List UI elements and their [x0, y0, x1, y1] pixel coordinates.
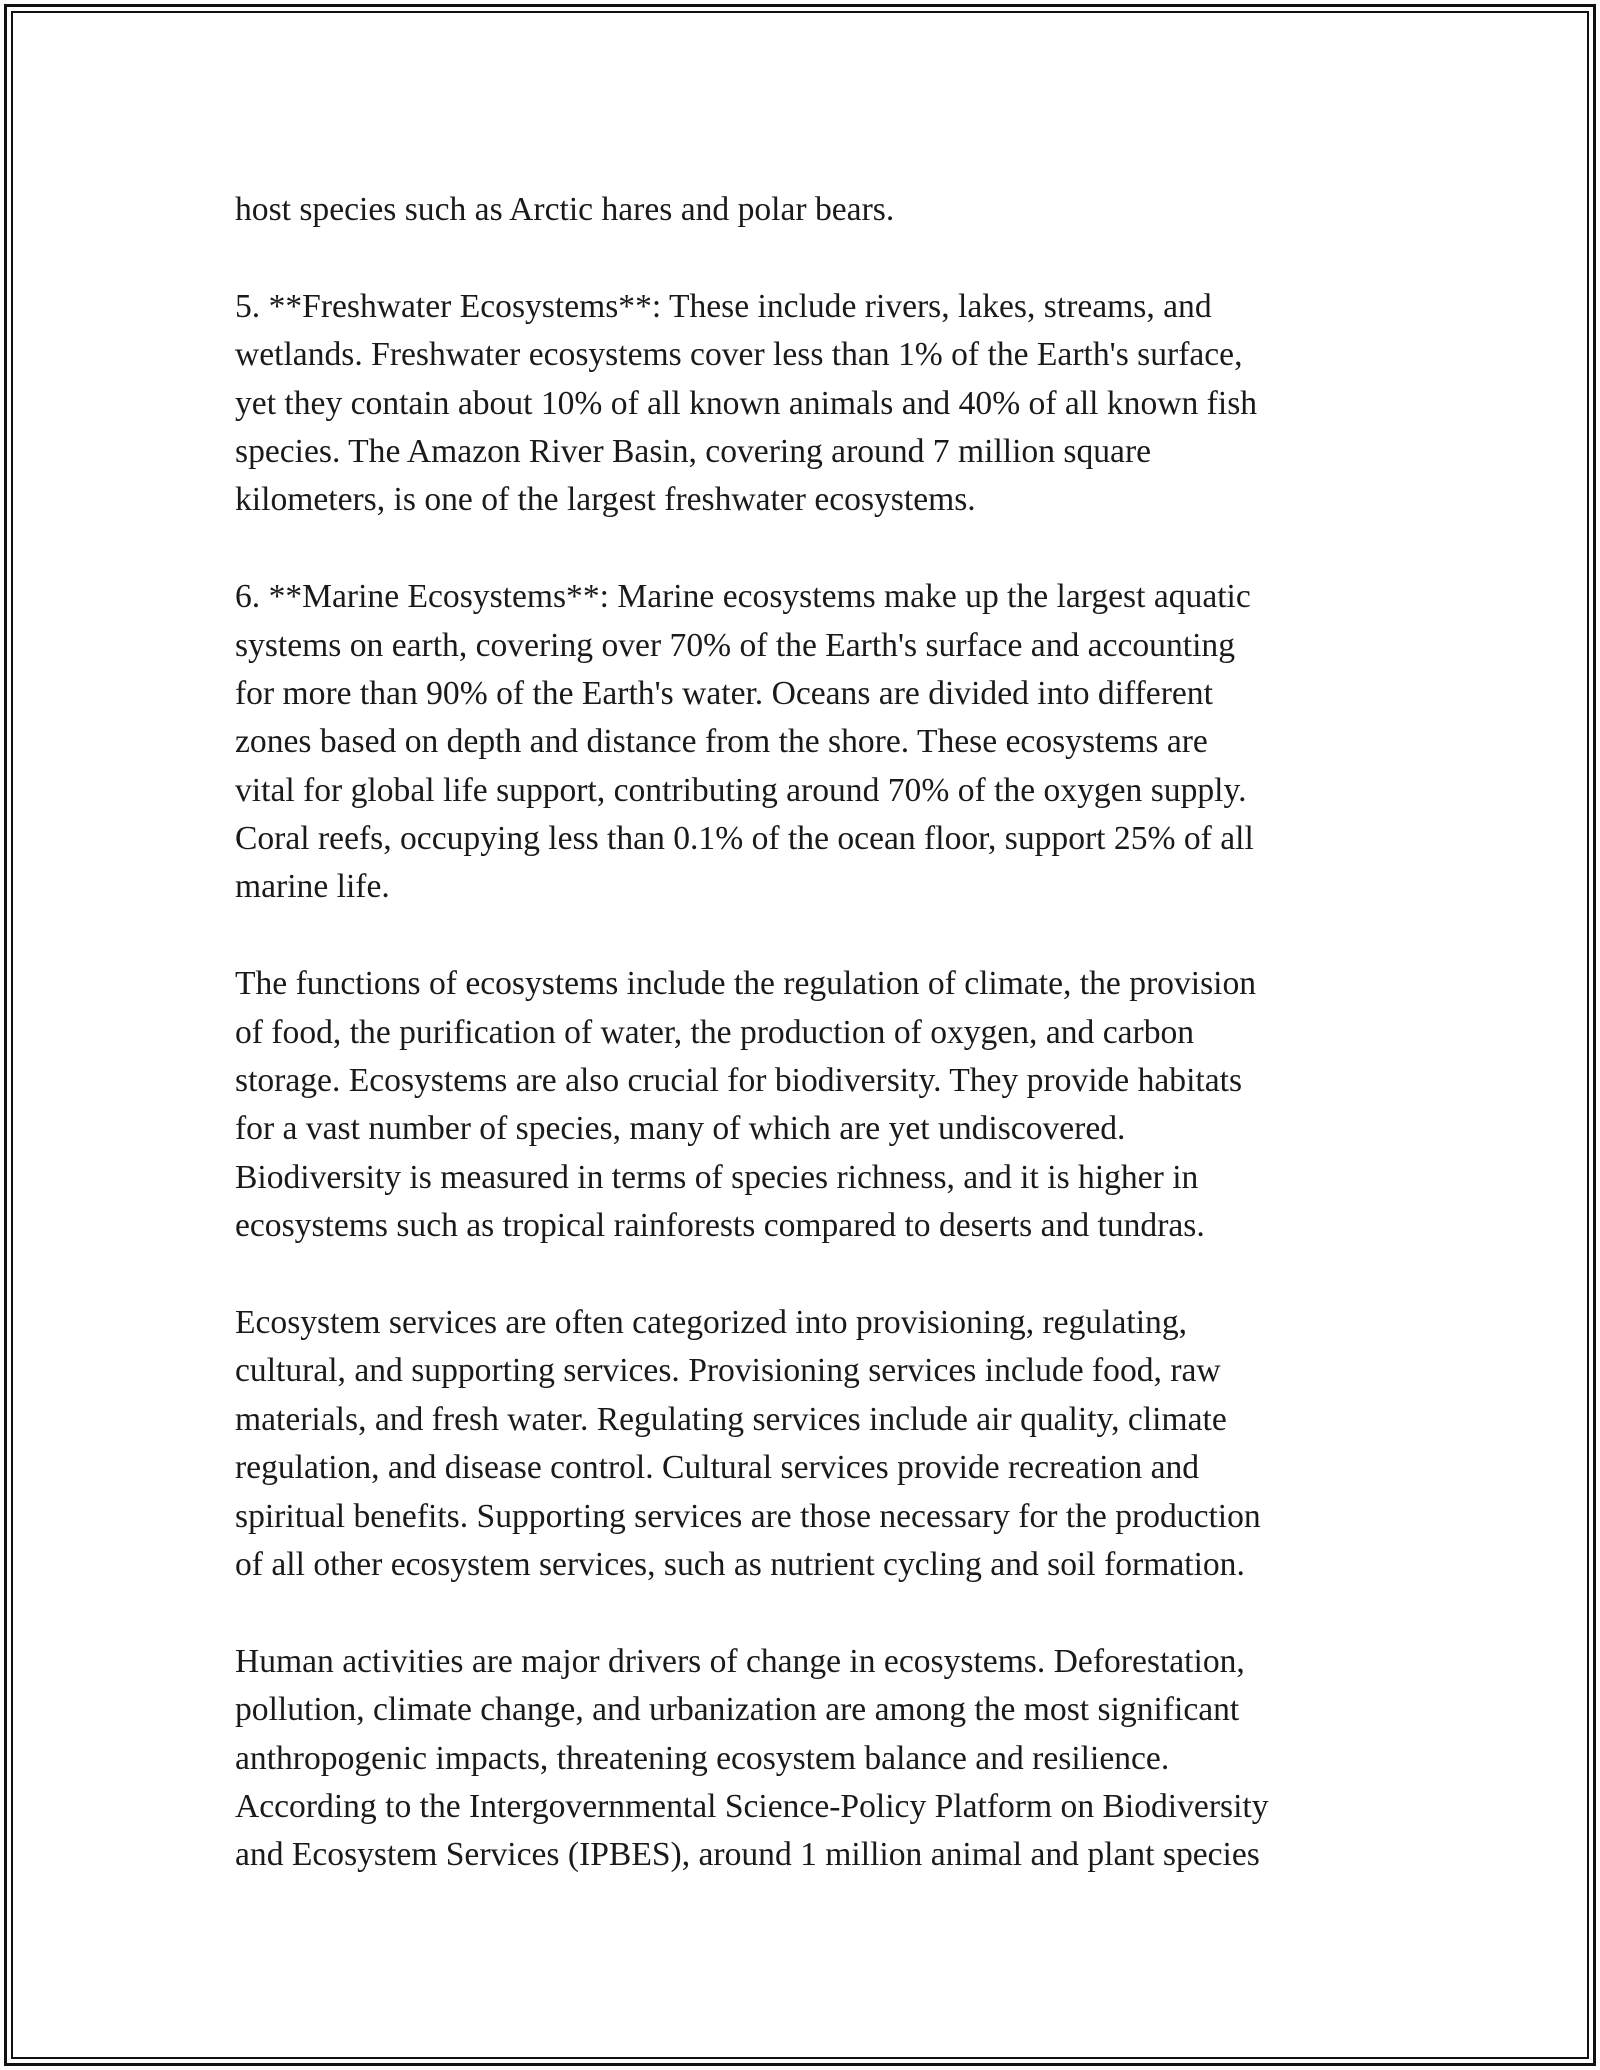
text-line: regulation, and disease control. Cultural services provide recreation and	[235, 1449, 1200, 1487]
text-line: The functions of ecosystems include the regulation of climate, the provision	[235, 965, 1257, 1003]
text-line: Human activities are major drivers of change in ecosystems. Deforestation,	[235, 1642, 1245, 1680]
text-line: ecosystems such as tropical rainforests compared to deserts and tundras.	[235, 1207, 1205, 1245]
paragraph-human-activities	[235, 1638, 1385, 1880]
document-body	[235, 186, 1385, 1880]
paragraph-freshwater	[235, 283, 1385, 525]
text-line: storage. Ecosystems are also crucial for biodiversity. They provide habitats	[235, 1062, 1243, 1100]
text-line: vital for global life support, contributing around 70% of the oxygen supply.	[235, 771, 1247, 809]
text-line: Coral reefs, occupying less than 0.1% of the ocean floor, support 25% of all	[235, 820, 1254, 858]
paragraph-services	[235, 1299, 1385, 1589]
text-line: species. The Amazon River Basin, covering around 7 million square	[235, 432, 1152, 470]
text-line: wetlands. Freshwater ecosystems cover less than 1% of the Earth's surface,	[235, 336, 1243, 374]
paragraph-marine	[235, 573, 1385, 912]
text-line: According to the Intergovernmental Science-Policy Platform on Biodiversity	[235, 1787, 1269, 1825]
text-line: marine life.	[235, 868, 390, 906]
text-line: Ecosystem services are often categorized into provisioning, regulating,	[235, 1303, 1188, 1341]
paragraph-gap	[235, 234, 1385, 282]
paragraph-arctic-continuation	[235, 186, 1385, 234]
paragraph-functions	[235, 960, 1385, 1250]
text-line: Biodiversity is measured in terms of species richness, and it is higher in	[235, 1158, 1199, 1196]
text-line: of food, the purification of water, the production of oxygen, and carbon	[235, 1013, 1195, 1051]
text-line: systems on earth, covering over 70% of the Earth's surface and accounting	[235, 626, 1235, 664]
paragraph-gap	[235, 1589, 1385, 1637]
text-line: yet they contain about 10% of all known animals and 40% of all known fish	[235, 384, 1258, 422]
text-line: 5. **Freshwater Ecosystems**: These include rivers, lakes, streams, and	[235, 287, 1212, 325]
text-line: pollution, climate change, and urbanization are among the most significant	[235, 1691, 1240, 1729]
text-line: host species such as Arctic hares and polar bears.	[235, 191, 895, 228]
text-line: kilometers, is one of the largest freshwater ecosystems.	[235, 481, 976, 519]
text-line: materials, and fresh water. Regulating services include air quality, climate	[235, 1400, 1227, 1438]
text-line: for more than 90% of the Earth's water. Oceans are divided into different	[235, 674, 1213, 712]
text-line: zones based on depth and distance from the shore. These ecosystems are	[235, 723, 1208, 761]
paragraph-gap	[235, 525, 1385, 573]
text-line: of all other ecosystem services, such as nutrient cycling and soil formation.	[235, 1545, 1245, 1583]
text-line: 6. **Marine Ecosystems**: Marine ecosystems make up the largest aquatic	[235, 578, 1251, 616]
text-line: and Ecosystem Services (IPBES), around 1 million animal and plant species	[235, 1836, 1260, 1874]
paragraph-gap	[235, 912, 1385, 960]
paragraph-gap	[235, 1251, 1385, 1299]
text-line: anthropogenic impacts, threatening ecosystem balance and resilience.	[235, 1739, 1170, 1777]
text-line: for a vast number of species, many of which are yet undiscovered.	[235, 1110, 1126, 1148]
text-line: cultural, and supporting services. Provisioning services include food, raw	[235, 1352, 1221, 1390]
text-line: spiritual benefits. Supporting services are those necessary for the production	[235, 1497, 1261, 1535]
